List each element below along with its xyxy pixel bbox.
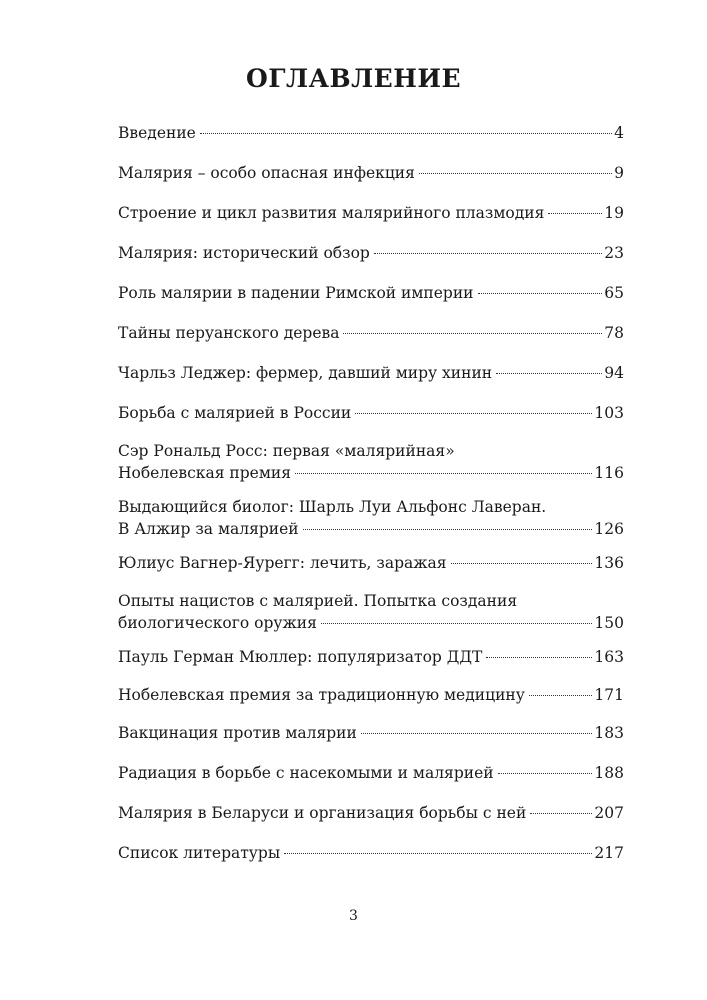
- toc-entry-title: Чарльз Леджер: фермер, давший миру хинин: [118, 364, 493, 382]
- dot-leader: [478, 293, 603, 294]
- toc-entry-line: [118, 684, 624, 706]
- dot-leader: [529, 695, 593, 696]
- toc-entry: [118, 242, 624, 264]
- dot-leader: [451, 563, 593, 564]
- toc-entry: [118, 322, 624, 344]
- dot-leader: [343, 333, 602, 334]
- dot-leader: [295, 473, 592, 474]
- toc-entry-title: Опыты нацистов с малярией. Попытка создания: [118, 592, 518, 610]
- toc-entry-page-number: 171: [594, 686, 624, 704]
- dot-leader: [530, 813, 592, 814]
- toc-entry-title: Нобелевская премия за традиционную медицину: [118, 686, 525, 704]
- toc-entry: [118, 402, 624, 424]
- toc-entry-page-number: 116: [594, 464, 624, 482]
- toc-entry: [118, 282, 624, 304]
- toc-entry-title: Строение и цикл развития малярийного плазмодия: [118, 204, 545, 222]
- toc-entry-title: Малярия: исторический обзор: [118, 244, 370, 262]
- toc-entry: [118, 552, 624, 574]
- toc-entry-title: Вакцинация против малярии: [118, 724, 357, 742]
- toc-entry-page-number: 19: [604, 204, 624, 222]
- toc-entry: [118, 496, 624, 540]
- toc-entry-page-number: 78: [604, 324, 624, 342]
- toc-entry-page-number: 65: [604, 284, 624, 302]
- toc-entry-page-number: 150: [594, 614, 624, 632]
- toc-entry-line: [118, 362, 624, 384]
- dot-leader: [548, 213, 602, 214]
- dot-leader: [498, 773, 593, 774]
- toc-entry-page-number: 103: [594, 404, 624, 422]
- toc-entry-page-number: 94: [604, 364, 624, 382]
- toc-entry-line: [118, 552, 624, 574]
- toc-entry-line: [118, 162, 624, 184]
- toc-entry: [118, 802, 624, 824]
- dot-leader: [496, 373, 602, 374]
- toc-entry-line: [118, 802, 624, 824]
- toc-entry: [118, 722, 624, 744]
- toc-entry-title: Сэр Рональд Росс: первая «малярийная»: [118, 442, 455, 460]
- toc-entry-title: Пауль Герман Мюллер: популяризатор ДДТ: [118, 648, 483, 666]
- toc-entry: [118, 122, 624, 144]
- toc-entry-line: [118, 462, 624, 484]
- toc-entry-line: [118, 202, 624, 224]
- toc-entry-title: биологического оружия: [118, 614, 317, 632]
- toc-entry-title: Роль малярии в падении Римской империи: [118, 284, 474, 302]
- toc-entry-title: Выдающийся биолог: Шарль Луи Альфонс Лаверан.: [118, 498, 547, 516]
- dot-leader: [355, 413, 592, 414]
- dot-leader: [303, 529, 593, 530]
- dot-leader: [284, 853, 592, 854]
- toc-entry-line: [118, 322, 624, 344]
- dot-leader: [200, 133, 612, 134]
- toc-entry: [118, 646, 624, 668]
- dot-leader: [486, 657, 592, 658]
- toc-entry-title: В Алжир за малярией: [118, 520, 299, 538]
- toc-entry-line: [118, 646, 624, 668]
- toc-entry-line: [118, 590, 624, 612]
- page-number: 3: [349, 908, 358, 924]
- page-title: ОГЛАВЛЕНИЕ: [245, 64, 462, 93]
- toc-entry-title: Список литературы: [118, 844, 281, 862]
- toc-entry-title: Нобелевская премия: [118, 464, 292, 482]
- toc-entry-line: [118, 496, 624, 518]
- toc-entry-line: [118, 518, 624, 540]
- toc-entry-line: [118, 612, 624, 634]
- toc-entry-title: Введение: [118, 124, 196, 142]
- toc-entry-line: [118, 282, 624, 304]
- toc-entry-page-number: 217: [594, 844, 624, 862]
- dot-leader: [321, 623, 593, 624]
- toc-entry-line: [118, 440, 624, 462]
- toc-entry-title: Тайны перуанского дерева: [118, 324, 340, 342]
- toc-entry-page-number: 23: [604, 244, 624, 262]
- toc-entry-line: [118, 842, 624, 864]
- toc-entry-line: [118, 242, 624, 264]
- toc-entry-line: [118, 402, 624, 424]
- toc-entry-page-number: 163: [594, 648, 624, 666]
- toc-entry-page-number: 188: [594, 764, 624, 782]
- toc-entry: [118, 202, 624, 224]
- toc-entry: [118, 590, 624, 634]
- toc-entry-title: Малярия – особо опасная инфекция: [118, 164, 415, 182]
- toc-entry-page-number: 9: [614, 164, 624, 182]
- toc-entry-title: Радиация в борьбе с насекомыми и малярией: [118, 764, 494, 782]
- toc-entry: [118, 842, 624, 864]
- toc-entry: [118, 362, 624, 384]
- toc-entry-title: Малярия в Беларуси и организация борьбы с ней: [118, 804, 527, 822]
- toc-entry-page-number: 126: [594, 520, 624, 538]
- toc-entry-page-number: 136: [594, 554, 624, 572]
- toc-entry-line: [118, 762, 624, 784]
- toc-entry-page-number: 183: [594, 724, 624, 742]
- toc-entry-line: [118, 722, 624, 744]
- toc-entry-page-number: 4: [614, 124, 624, 142]
- toc-entry: [118, 762, 624, 784]
- toc-entry: [118, 440, 624, 484]
- dot-leader: [374, 253, 602, 254]
- toc-entry: [118, 684, 624, 706]
- dot-leader: [361, 733, 593, 734]
- toc-entry-page-number: 207: [594, 804, 624, 822]
- toc-entry-line: [118, 122, 624, 144]
- toc-entry-title: Борьба с малярией в России: [118, 404, 352, 422]
- toc-entry: [118, 162, 624, 184]
- dot-leader: [419, 173, 612, 174]
- toc-entry-title: Юлиус Вагнер-Яурегг: лечить, заражая: [118, 554, 447, 572]
